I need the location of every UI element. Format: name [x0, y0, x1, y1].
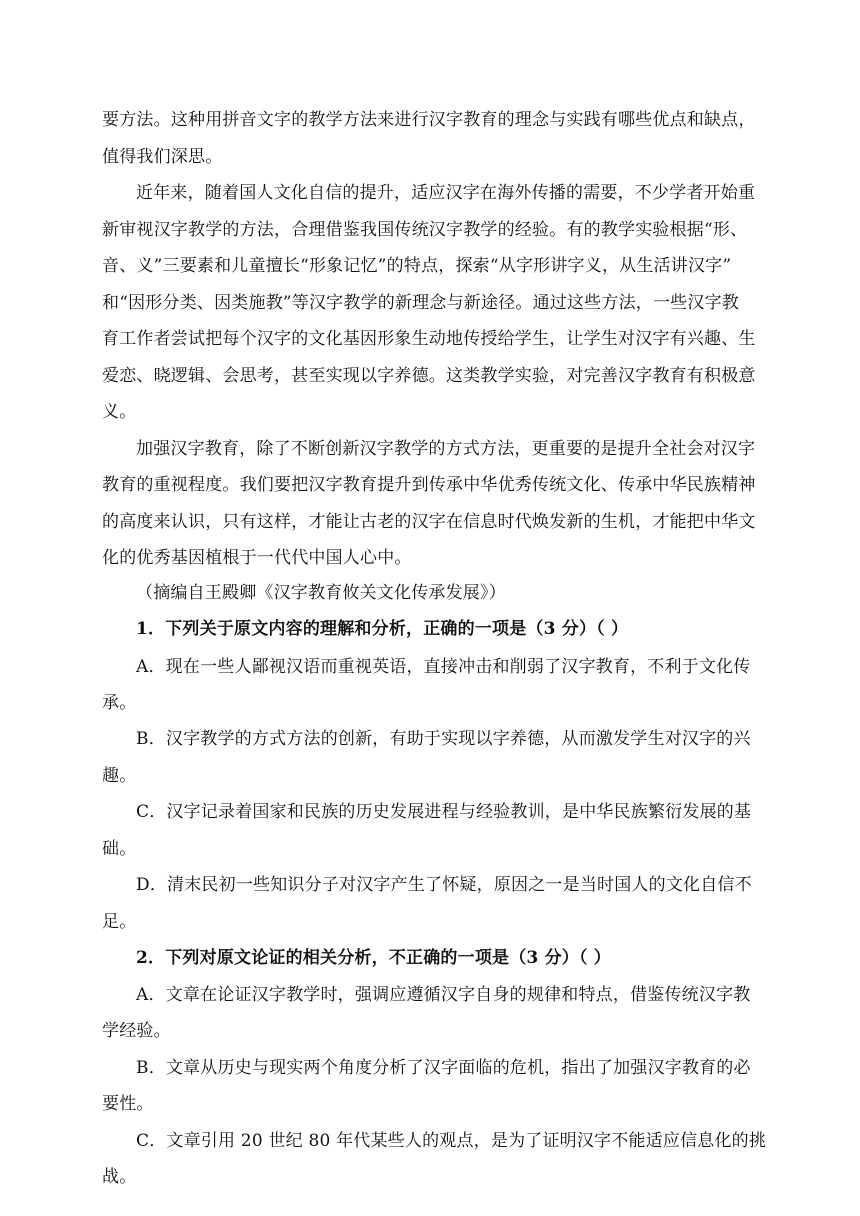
- q1-option-c-cont: 础。: [102, 839, 137, 859]
- q2-option-c: C．文章引用 20 世纪 80 年代某些人的观点，是为了证明汉字不能适应信息化的挑: [136, 1131, 767, 1151]
- paragraph-line: 的高度来认识，只有这样，才能让古老的汉字在信息时代焕发新的生机，才能把中华文: [102, 512, 756, 532]
- paragraph-line: 爱恋、晓逻辑、会思考，甚至实现以字养德。这类教学实验，对完善汉字教育有积极意: [102, 366, 756, 386]
- paragraph-line: 义。: [102, 402, 137, 422]
- q2-option-c-cont: 战。: [102, 1167, 137, 1187]
- paragraph-line: 近年来，随着国人文化自信的提升，适应汉字在海外传播的需要，不少学者开始重: [136, 183, 756, 203]
- q1-option-d: D．清末民初一些知识分子对汉字产生了怀疑，原因之一是当时国人的文化自信不: [136, 875, 752, 895]
- q2-option-b-cont: 要性。: [102, 1094, 154, 1114]
- paragraph-line: 值得我们深思。: [102, 147, 223, 167]
- q1-option-d-cont: 足。: [102, 912, 137, 932]
- paragraph-line: 要方法。这种用拼音文字的教学方法来进行汉字教育的理念与实践有哪些优点和缺点，: [102, 110, 756, 130]
- paragraph-line: 新审视汉字教学的方法，合理借鉴我国传统汉字教学的经验。有的教学实验根据“形、: [102, 220, 748, 240]
- paragraph-line: 音、义”三要素和儿童擅长“形象记忆”的特点，探索“从字形讲字义，从生活讲汉字”: [102, 256, 732, 276]
- q2-option-a-cont: 学经验。: [102, 1021, 171, 1041]
- q2-option-a: A．文章在论证汉字教学时，强调应遵循汉字自身的规律和特点，借鉴传统汉字教: [136, 985, 751, 1005]
- paragraph-line: 育工作者尝试把每个汉字的文化基因形象生动地传授给学生，让学生对汉字有兴趣、生: [102, 329, 756, 349]
- paragraph-line: 和“因形分类、因类施教”等汉字教学的新理念与新途径。通过这些方法，一些汉字教: [102, 293, 739, 313]
- paragraph-line: 加强汉字教育，除了不断创新汉字教学的方式方法，更重要的是提升全社会对汉字: [136, 439, 756, 459]
- paragraph-line: 化的优秀基因植根于一代代中国人心中。: [102, 548, 412, 568]
- paragraph-line: 教育的重视程度。我们要把汉字教育提升到传承中华优秀传统文化、传承中华民族精神: [102, 475, 756, 495]
- source-citation: （摘编自王殿卿《汉字教育攸关文化传承发展》）: [136, 583, 506, 603]
- q1-option-a-cont: 承。: [102, 693, 137, 713]
- q1-option-c: C．汉字记录着国家和民族的历史发展进程与经验教训，是中华民族繁衍发展的基: [136, 802, 752, 822]
- question-2-stem: 2．下列对原文论证的相关分析，不正确的一项是（3 分）（ ）: [136, 948, 611, 968]
- q1-option-b: B．汉字教学的方式方法的创新，有助于实现以字养德，从而激发学生对汉字的兴: [136, 729, 751, 749]
- q1-option-b-cont: 趣。: [102, 766, 137, 786]
- q2-option-b: B．文章从历史与现实两个角度分析了汉字面临的危机，指出了加强汉字教育的必: [136, 1058, 751, 1078]
- question-1-stem: 1．下列关于原文内容的理解和分析，正确的一项是（3 分）（ ）: [136, 619, 629, 639]
- q1-option-a: A．现在一些人鄙视汉语而重视英语，直接冲击和削弱了汉字教育，不利于文化传: [136, 657, 751, 677]
